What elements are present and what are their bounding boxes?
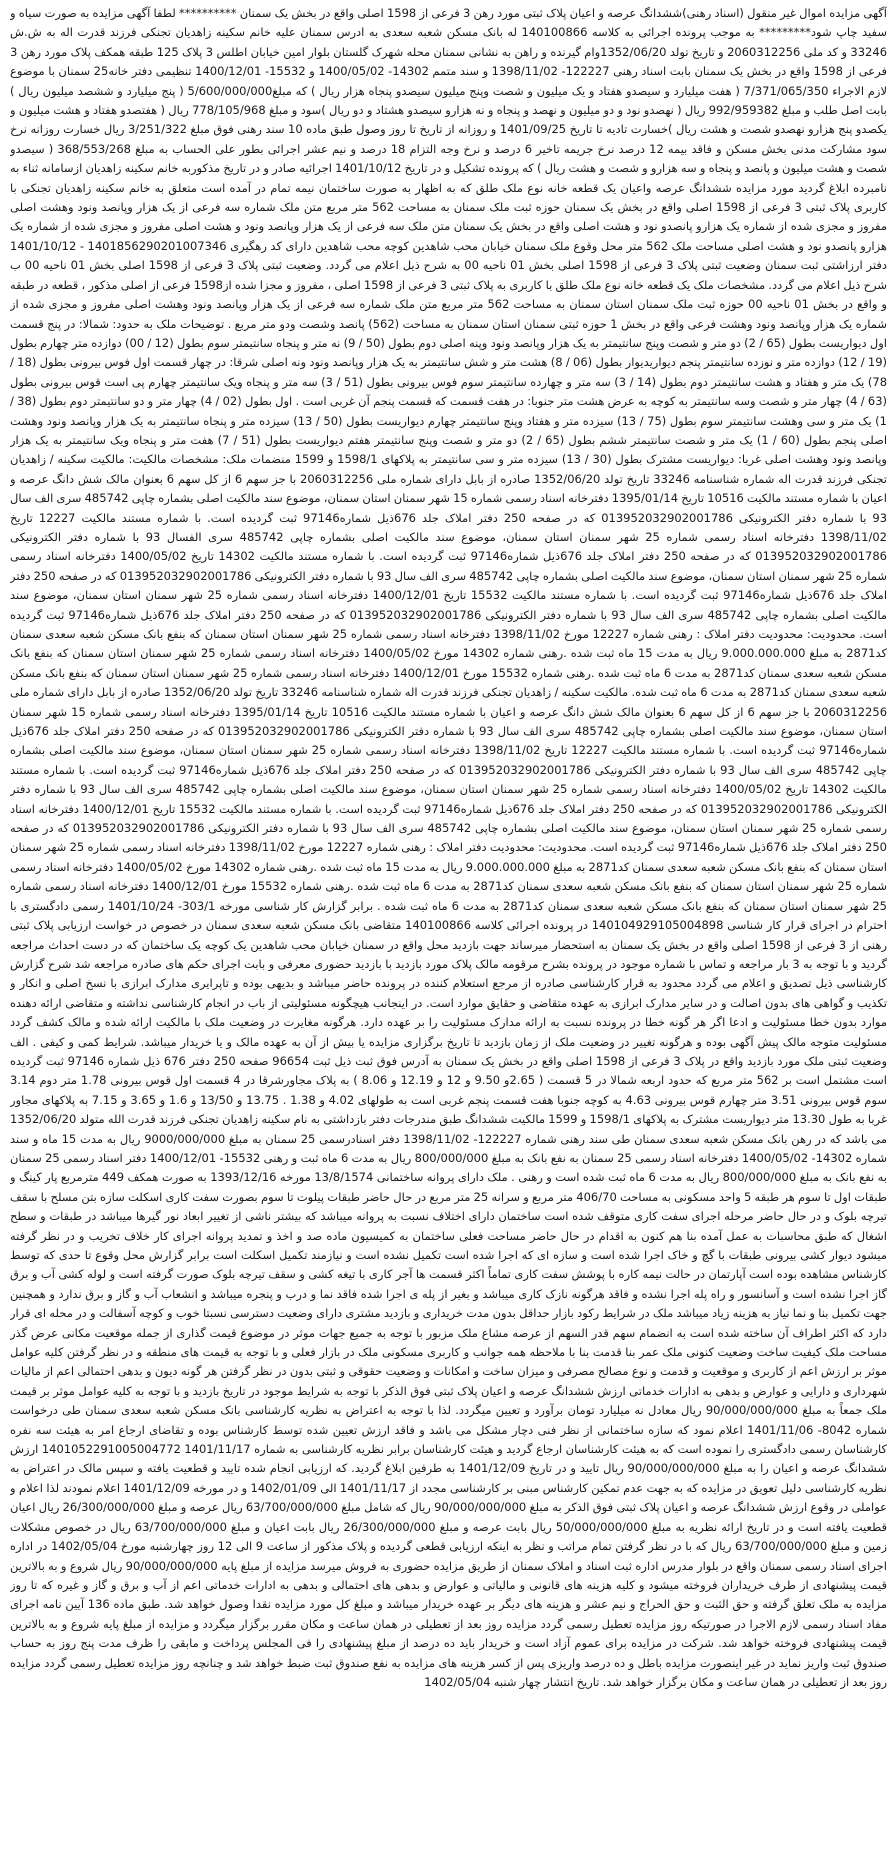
notice-page: [10, 4, 887, 1844]
auction-notice-text: آگهی مزایده اموال غیر منقول (اسناد رهنی)ششدانگ عرصه و اعیان پلاک ثبتی مورد رهن 3 فرعی از 1598 اصلی واقع در بخش یک سمنان ********** لطفا آگهی مزایده به صورت سیاه و سفید چاپ شود********* به موجب پرونده اجرائی به کلاسه 140100866 له بانک مسکن شعبه سعدی به ادرس سمنان علیه خانم سکینه زاهدیان تجنکی فرزند قدرت اله به ش.ش 33246 و کد ملی 2060312256 و تاریخ تولد 1352/06/20وام گیرنده و راهن به نشانی سمنان محله شهرک گلستان بلوار امین خیابان اطلس 3 پلاک 125 طبقه همکف پلاک مورد رهن 3 فرعی از 1598 واقع در بخش یک سمنان بابت اسناد رهنی 122227- 1398/11/02 و سند متمم 14302- 1400/05/02 و 15532- 1400/12/01 تنظیمی دفتر خانه25 سمنان با موضوع لازم الاجراء 7/371/065/350 ( هفت میلیارد و سیصدو هفتاد و یک میلیون و شصت وپنج میلیون سیصدو پنجاه هزار ریال ) که مبلغ5/600/000/000 ( پنج میلیارد و ششصد میلیون ریال ) بابت اصل طلب و مبلغ 992/959382 ریال ( نهصدو نود و دو میلیون و نهصد و پنجاه و نه هزارو سیصدو هشتاد و دو ریال )سود و مبلغ 778/105/968 ریال ( هفتصدو هفتاد و هشت میلیون و یکصدو پنج هزارو نهصدو شصت و هشت ریال )خسارت تادیه تا تاریخ 1401/09/25 و روزانه از تاریخ تا روز وصول طبق ماده 10 سند رهنی فوق مبلغ 3/251/322 ریال خسارت روزانه نرخ سود مشارکت مدنی بخش مسکن و فاقد بیمه 12 درصد نرخ جریمه تاخیر 6 درصد و نرخ وجه التزام 18 درصد و نیم عشر اجرائی بطور علی الحساب به مبلغ 368/553/268 ( سیصدو شصت و هشت میلیون و پانصد و پنجاه و سه هزارو و شصت و هشت ریال ) که پرونده تشکیل و در تاریخ 1401/10/12 اجرائیه صادر و در تاریخ مذکوربه خانم سکینه زاهدیان ازسامانه ثناء به نامبرده ابلاغ گردید مورد مزایده ششدانگ عرصه واعیان یک قطعه خانه نوع ملک طلق که به اظهار به صورت ساختمان نیمه تمام در آمده است متعلق به خانم سکینه زاهدیان تجنکی با کاربری پلاک ثبتی 3 فرعی از 1598 اصلی واقع در بخش یک سمنان حوزه ثبت ملک سمنان به مساحت 562 متر مربع متن ملک شماره سه فرعی از یک هزار وپانصد ونود وهشت اصلی مفروز و مجزی شده از شماره یک هزارو پانصدو نود و هشت اصلی واقع در بخش یک سمنان متن ملک سه فرعی از یک هزار وپانصد ونود و هشت اصلی مفروز و مجزی شده از شماره یک هزارو پانصدو نود و هشت اصلی مساحت ملک 562 متر محل وقوع ملک سمنان خیابان محب شاهدین کوچه محب شاهدین دارای کد رهگیری 1401856290201007346 - 1401/10/12 دفتر ارزاشتی ثبت سمنان وضعیت ثبتی پلاک 3 فرعی از 1598 اصلی بخش 01 ناحیه 00 به شرح ذیل اعلام می گردد. وضعیت ثبتی پلاک 3 فرعی از 1598 اصلی بخش 01 ناحیه 00 ب شرح ذیل اعلام می گردد. مشخصات ملک یک قطعه خانه نوع ملک طلق با کاربری به پلاک ثبتی 3 فرعی از 1598 اصلی ، مفروز و مجزا شده از1598 فرعی از اصلی مذکور ، قطعه در طبقه و واقع در بخش 01 ناحیه 00 حوزه ثبت ملک سمنان استان سمنان به مساحت 562 متر مربع متن ملک شماره سه فرعی از یک هزار وپانصد ونود وهشت اصلی مفروز و مجزی شده از شماره یک هزار وپانصد ونود وهشت فرعی واقع در بخش 1 حوزه ثبتی سمنان استان سمنان به مساحت (562) پانصد وشصت ودو متر مربع . توضیحات ملک به حدود: شمالا: در پنج قسمت اول دیواریست بطول (65 / 2) دو متر و شصت وپنج سانتیمتر به یک هزار وپانصد ونود وپنه اصلی دوم بطول (50 / 9) نه متر و پنجاه سانتیمتر سوم بطول (12 / 00) دوازده متر چهارم بطول (19 / 12) دوازده متر و نوزده سانتیمتر پنجم دیواریدیوار بطول (06 / 8) هشت متر و شش سانتیمتر به یک هزار وپانصد ونود ونه اصلی شرقا: در چهار قسمت اول فوس بیرونی بطول (18 / 78) یک متر و هفتاد و هشت سانتیمتر دوم بطول (14 / 3) سه متر و چهارده سانتیمتر سوم فوس بیرونی بطول (51 / 3) سه متر و پنجاه ویک سانتیمتر چهارم پی است قوس بیرونی بطول (63 / 4) چهار متر و شصت وسه سانتیمتر به کوچه به عرض هشت متر جنوبا: در هفت قسمت که قسمت پنجم آن غربی است . اول بطول (02 / 4) چهار متر و دو سانتیمتر دوم بطول (38 / 1) یک متر و سی وهشت سانتیمتر سوم بطول (75 / 13) سیزده متر و هفتاد وپنج سانتیمتر چهارم دیواریست بطول (50 / 13) سیزده متر و پنجاه سانتیمتر به یک هزار وپانصد ونود وهشت اصلی پنجم بطول (60 / 1) یک متر و شصت سانتیمتر ششم بطول (65 / 2) دو متر و شصت وپنج سانتیمتر هفتم دیواریست بطول (51 / 7) هفت متر و پنجاه ویک سانتیمتر به یک هزار وپانصد ونود وهشت اصلی غربا: دیواریست مشترک بطول (30 / 13) سیزده متر و سی سانتیمتر به پلاکهای 1598/1 و 1599 منضمات ملک: مشخصات مالکیت: مالکیت سکینه / زاهدیان تجنکی فرزند قدرت اله شماره شناسنامه 33246 تاریخ تولد 1352/06/20 صادره از بابل دارای شماره ملی 2060312256 با جز سهم 6 از کل سهم 6 بعنوان مالک شش دانگ عرصه و اعیان با شماره مستند مالکیت 10516 تاریخ 1395/01/14 دفترخانه اسناد رسمی شماره 15 شهر سمنان استان سمنان، موضوع سند مالکیت اصلی بشماره چاپی 485742 سری الف سال 93 با شماره دفتر الکترونیکی 013952032902001786 که در صفحه 250 دفتر املاک جلد 676ذیل شماره97146 ثبت گردیده است. با شماره مستند مالکیت 12227 تاریخ 1398/11/02 دفترخانه اسناد رسمی شماره 25 شهر سمنان استان سمنان، موضوع سند مالکیت اصلی بشماره چاپی 485742 سری الفسال 93 با شماره دفتر الکترونیکی 013952032902001786 که در صفحه 250 دفتر املاک جلد 676ذیل شماره97146 ثبت گردیده است. با شماره مستند مالکیت 14302 تاریخ 1400/05/02 دفترخانه اسناد رسمی شماره 25 شهر سمنان استان سمنان، موضوع سند مالکیت اصلی بشماره چاپی 485742 سری الف سال 93 با شماره دفتر الکترونیکی 013952032902001786 که در صفحه 250 دفتر املاک جلد 676ذیل شماره97146 ثبت گردیده است. با شماره مستند مالکیت 15532 تاریخ 1400/12/01 دفترخانه اسناد رسمی شماره 25 شهر سمنان استان سمنان، موضوع سند مالکیت اصلی بشماره چاپی 485742 سری الف سال 93 با شماره دفتر الکترونیکی 013952032902001786 که در صفحه 250 دفتر املاک جلد 676ذیل شماره97146 ثبت گردیده است. محدودیت: محدودیت دفتر املاک : رهنی شماره 12227 مورخ 1398/11/02 دفترخانه اسناد رسمی شماره 25 شهر سمنان استان سمنان که بنفع بانک مسکن شعبه سعدی سمنان کد2871 به مبلغ 9.000.000.000 ریال به مدت 15 ماه ثبت شده .رهنی شماره 14302 مورخ 1400/05/02 دفترخانه اسناد رسمی شماره 25 شهر سمنان استان سمنان که بنفع بانک مسکن شعبه سعدی سمنان کد2871 به مدت 6 ماه ثبت شده .رهنی شماره 15532 مورخ 1400/12/01 دفترخانه اسناد رسمی شماره 25 شهر سمنان استان سمنان که بنفع بانک مسکن شعبه سعدی سمنان کد2871 به مدت 6 ماه ثبت شده. مالکیت سکینه / زاهدیان تجنکی فرزند قدرت اله شماره شناسنامه 33246 تاریخ تولد 1352/06/20 صادره از بابل دارای شماره ملی 2060312256 با جز سهم 6 از کل سهم 6 بعنوان مالک شش دانگ عرصه و اعیان با شماره مستند مالکیت 10516 تاریخ 1395/01/14 دفترخانه اسناد رسمی شماره 15 شهر سمنان استان سمنان، موضوع سند مالکیت اصلی بشماره چاپی 485742 سری الف سال 93 با شماره دفتر الکترونیکی 013952032902001786 که در صفحه 250 دفتر املاک جلد 676ذیل شماره97146 ثبت گردیده است. با شماره مستند مالکیت 12227 تاریخ 1398/11/02 دفترخانه اسناد رسمی شماره 25 شهر سمنان استان سمنان، موضوع سند مالکیت اصلی بشماره چاپی 485742 سری الف سال 93 با شماره دفتر الکترونیکی 013952032902001786 که در صفحه 250 دفتر املاک جلد 676ذیل شماره97146 ثبت گردیده است. با شماره مستند مالکیت 14302 تاریخ 1400/05/02 دفترخانه اسناد رسمی شماره 25 شهر سمنان استان سمنان، موضوع سند مالکیت اصلی بشماره چاپی 485742 سری الف سال 93 با شماره دفتر الکترونیکی 013952032902001786 که در صفحه 250 دفتر املاک جلد 676ذیل شماره97146 ثبت گردیده است. با شماره مستند مالکیت 15532 تاریخ 1400/12/01 دفترخانه اسناد رسمی شماره 25 شهر سمنان استان سمنان، موضوع سند مالکیت اصلی بشماره چاپی 485742 سری الف سال 93 با شماره دفتر الکترونیکی 013952032902001786 که در صفحه 250 دفتر املاک جلد 676ذیل شماره97146 ثبت گردیده است. محدودیت: محدودیت دفتر املاک : رهنی شماره 12227 مورخ 1398/11/02 دفترخانه اسناد رسمی شماره 25 شهر سمنان استان سمنان که بنفع بانک مسکن شعبه سعدی سمنان کد2871 به مبلغ 9.000.000.000 ریال به مدت 15 ماه ثبت شده .رهنی شماره 14302 مورخ 1400/05/02 دفترخانه اسناد رسمی شماره 25 شهر سمنان استان سمنان که بنفع بانک مسکن شعبه سعدی سمنان کد2871 به مدت 6 ماه ثبت شده .رهنی شماره 15532 مورخ 1400/12/01 دفترخانه اسناد رسمی شماره 25 شهر سمنان استان سمنان که بنفع بانک مسکن شعبه سعدی سمنان کد2871 به مدت 6 ماه ثبت شده . برابر گزارش کار شناسی مورخه 303/1- 1401/10/24 رسمی دادگستری با احترام در اجرای قرار کار شناسی 140104929105004898 در پرونده اجرائی کلاسه 140100866 متقاضی بانک مسکن شعبه سعدی سمنان در خصوص در خواست ارزیابی پلاک ثبتی رهنی از 3 فرعی از 1598 اصلی واقع در بخش یک سمنان به استحضار میرساند جهت بازدید محل واقع در سمنان خیابان محب شاهدین یک کوچه یک ساختمان که در دست احداث مراجعه گردید و با توجه به 3 بار مراجعه و تماس با شماره موجود در پرونده بشرح مرقومه مالک پلاک مورد بازدید با بازدید حضوری معرفی و بابت اجرای حکم های صادره مراجعه شد شرح گزارش کارشناسی ذیل تصدیق و اعلام می گردد محدود به قرار کارشناسی صادره از مرجع استعلام کننده در پرونده حاضر میباشد و بدیهی بوده و تاپرایری مدارک ابرازی با نسخ اصلی و انکار و تکذیب و گواهی های بدون اصالت و در سایر مدارک ابرازی به عهده متقاضی و حقایق موارد است. در اینجانب هیچگونه مسئولیتی از باب در انجام کارشناسی نداشته و متقاضی ارائه دهنده موارد بدون خطا مسئولیت و ادعا اگر هر گونه خطا در پرونده نسبت به ارائه مدارک مسئولیت را بر عهده دارد. هرگونه مغایرت در وضعیت ملک با مالکیت ارائه شده و مالک کشف گردد مسئولیت متوجه مالک پیش آگهی بوده و هرگونه تغییر در وضعیت ملک از زمان بازدید تا تاریخ برگزاری مزایده یا بیش از آن به عهده مالک و یا خریدار میباشد. شرایط کمی و کیفی . الف وضعیت ثبتی ملک مورد بازدید واقع در پلاک 3 فرعی از 1598 اصلی واقع در بخش یک سمنان به آدرس فوق ثبت ذیل ثبت 96654 صفحه 250 دفتر 676 ذیل شماره 97146 ثبت گردیده است مشتمل است بر 562 متر مربع که حدود اربعه شمالا در 5 قسمت ( 2.65و 9.50 و 12 و 12.19 و 8.06 ) به پلاک مجاورشرقا در 4 قسمت اول قوس بیرونی 1.78 متر دوم 3.14 سوم قوس بیرونی 3.51 متر چهارم قوس بیرونی 4.63 به کوچه جنوبا هفت قسمت پنجم غربی است به طولهای 4.02 و 1.38 . 13.75 و 13/50 و 1.6 و 3.65 و 7.15 به پلاکهای مجاور غربا به طول 13.30 متر دیواریست مشترک به پلاکهای 1598/1 و 1599 مالکیت ششدانگ طبق مندرجات دفتر بازداشتی به نام سکینه زاهدیان تجنکی فرزند قدرت الله متولد 1352/06/20 می باشد که در رهن بانک مسکن شعبه سعدی سمنان طی سند رهنی شماره 122227- 1398/11/02 دفتر اسنادرسمی 25 سمنان به مبلغ 9000/000/000 ریال به مدت 15 ماه و سند شماره 14302- 1400/05/02 دفترخانه اسناد رسمی 25 سمنان به نفع بانک به مبلغ 800/000/000 ریال به مدت 6 ماه ثبت و رهنی 15532- 1400/12/01 دفتر اسناد رسمی 25 سمنان به نفع بانک به مبلغ 800/000/000 ریال به مدت 6 ماه ثبت شده است و رهنی . ملک دارای پروانه ساختمانی 13/8/1574 مورخه 1393/12/16 به صورت همکف 449 مترمربع پار کینگ و طبقات اول تا سوم هر طبقه 5 واحد مسکونی به مساحت 406/70 متر مربع و سرانه 25 متر مربع در حال حاضر طبقات پیلوت تا سوم بصورت سفت کاری اسکلت سازه بتن مسلح با سقف تیرچه بلوک و در حال حاضر مرحله اجرای سفت کاری متوقف شده است ساختمان دارای اختلاف نسبت به پروانه میباشد که بیشتر ناشی از تغییر ابعاد نور گیرها میباشد در طبقات و سطح اشغال که طبق محاسبات به عمل آمده بنا هم کنون به اقدام در حال حاضر مساحت فعلی ساختمان به کمیسیون ماده صد و اخذ و تمدید پروانه اجرای کار خلاف تخریب و در نظر گرفته میشود دیوار کشی بیرونی طبقات با گچ و خاک اجرا شده است و سازه ای که اجرا شده است تکمیل نشده است و نیازمند تکمیل اسکلت است برابر گزارش محل وقوع تا حدی که توسط کارشناس مشاهده بوده است آپارتمان در حالت نیمه کاره با پوشش سفت کاری تماماً اکثر قسمت ها آجر کاری با تیغه کشی و سقف تیرچه بلوک صورت گرفته است و لوله کشی آب و برق گاز اجرا نشده است و آسانسور و راه پله اجرا نشده و فاقد هرگونه نازک کاری میباشد و بغیر از پله ی اجرا شده فاقد نما و درب و پنجره میباشد و انشعاب آب و گاز و برق ندارد و همچنین جهت تکمیل بنا و نما نیاز به هزینه زیاد میباشد ملک در شرایط رکود بازار حداقل بدون مدت خریداری و بازدید مشتری دارای وضعیت دسترسی نسبتا خوب و کوچه آسفالت و در محله ای قرار دارد که اکثر اطراف آن ساخته شده است به انضمام سهم قدر السهم از عرصه مشاع ملک مزبور با توجه به جمیع جهات موثر در موضوع قیمت گذاری از جمله موقعیت مکانی عرض گذر مساحت ملک کیفیت ساخت وضعیت کنونی ملک عمر بنا قدمت بنا با ملاحظه همه جوانب و کاربری مسکونی ملک در بازار فعلی و با توجه به قیمت های منطقه و در نظر گرفتن کلیه عوامل موثر بر ارزش اعم از کاربری و موقعیت و قدمت و نوع مصالح مصرفی و میزان ساخت و امکانات و وضعیت حقوقی و ثبتی بدون در نظر گرفتن هر گونه دیون و بدهی احتمالی اعم از مالیات شهرداری و دارایی و عوارض و بدهی به ادارات خدماتی ارزش ششدانگ عرصه و اعیان پلاک ثبتی فوق الذکر با توجه به شرایط موجود در تاریخ بازدید و با توجه به کلیه عوامل موثر بر قیمت ملک جمعاً به مبلغ 90/000/000/000 ریال معادل نه میلیارد تومان برآورد و تعیین میگردد. لذا با توجه به اعتراض به نظریه کارشناسی بانک مسکن شعبه سعدی سمنان طی درخواست شماره 8042- 1401/11/06 اعلام نمود که سازه ساختمانی از نظر فنی دچار مشکل می باشد و فاقد ارزش تعیین شده توسط کارشناس بوده و تقاضای ارجاع امر به هیئت سه نفره کارشناسان رسمی دادگستری را نموده است که به هیئت کارشناسان ارجاع گردید و هیئت کارشناسان برابر نظریه کارشناسی به شماره 1401/11/17 1401052291005004772 ارزش ششدانگ عرصه و اعیان را به مبلغ 90/000/000/000 ریال تایید و در تاریخ 1401/12/09 به طرفین ابلاغ گردید. که ارزیابی انجام شده تایید و قطعیت یافته و سپس مالک در اعتراض به نظریه کارشناسی دلیل تعویق در مزایده که به جهت عدم تمکین کارشناس مبنی بر کارشناسی مجدد از 1401/11/17 الی 1402/01/09 و در مورخه 1401/12/09 اعلام نمودند لذا اعلام و عواملی در وقوع ارزش ششدانگ عرصه و اعیان پلاک ثبتی فوق الذکر به مبلغ 90/000/000/000 ریال که شامل مبلغ 63/700/000/000 ریال عرصه و مبلغ 26/300/000/000 ریال اعیان قطعیت یافته است و در تاریخ ارائه نظریه به مبلغ 50/000/000/000 ریال بابت عرصه و مبلغ 26/300/000/000 ریال بابت اعیان و مبلغ 63/700/000/000 ریال در خصوص مشکلات زمین و مبلغ 63/700/000/000 ریال که با در نظر گرفتن تمام مراتب و نظر به اینکه ارزیابی قطعی گردیده و پلاک مذکور از ساعت 9 الی 12 روز چهارشنبه مورخ 1402/05/04 در اداره اجرای اسناد رسمی سمنان واقع در بلوار مدرس اداره ثبت اسناد و املاک سمنان از طریق مزایده حضوری به فروش میرسد مزایده از مبلغ پایه 90/000/000/000 ریال شروع و به بالاترین قیمت پیشنهادی از طرف خریداران فروخته میشود و کلیه هزینه های قانونی و مالیاتی و عوارض و بدهی های احتمالی و بدهی به ادارات خدماتی اعم از آب و برق و گاز و غیره که تا روز مزایده به ملک تعلق گرفته و حق الثبت و حق الحراج و نیم عشر و هزینه های دیگر بر عهده خریدار میباشد و مبلغ کل مورد مزایده نقدا وصول خواهد شد. طبق ماده 136 آیین نامه اجرای مفاد اسناد رسمی لازم الاجرا در صورتیکه روز مزایده تعطیل رسمی گردد مزایده روز بعد از تعطیلی در همان ساعت و مکان مقرر برگزار میگردد و مزایده از مبلغ پایه شروع و به بالاترین قیمت پیشنهادی فروخته خواهد شد. شرکت در مزایده برای عموم آزاد است و خریدار باید ده درصد از مبلغ پیشنهادی را فی المجلس پرداخت و مابقی را ظرف مدت پنج روز به حساب صندوق ثبت واریز نماید در غیر اینصورت مزایده باطل و ده درصد واریزی پس از کسر هزینه های مزایده به نفع صندوق ثبت ضبط خواهد شد و چنانچه روز مزایده تعطیل رسمی گردد مزایده روز بعد از تعطیلی در همان ساعت و مکان برگزار خواهد شد. تاریخ انتشار چهار شنبه 1402/05/04: [10, 6, 887, 1689]
